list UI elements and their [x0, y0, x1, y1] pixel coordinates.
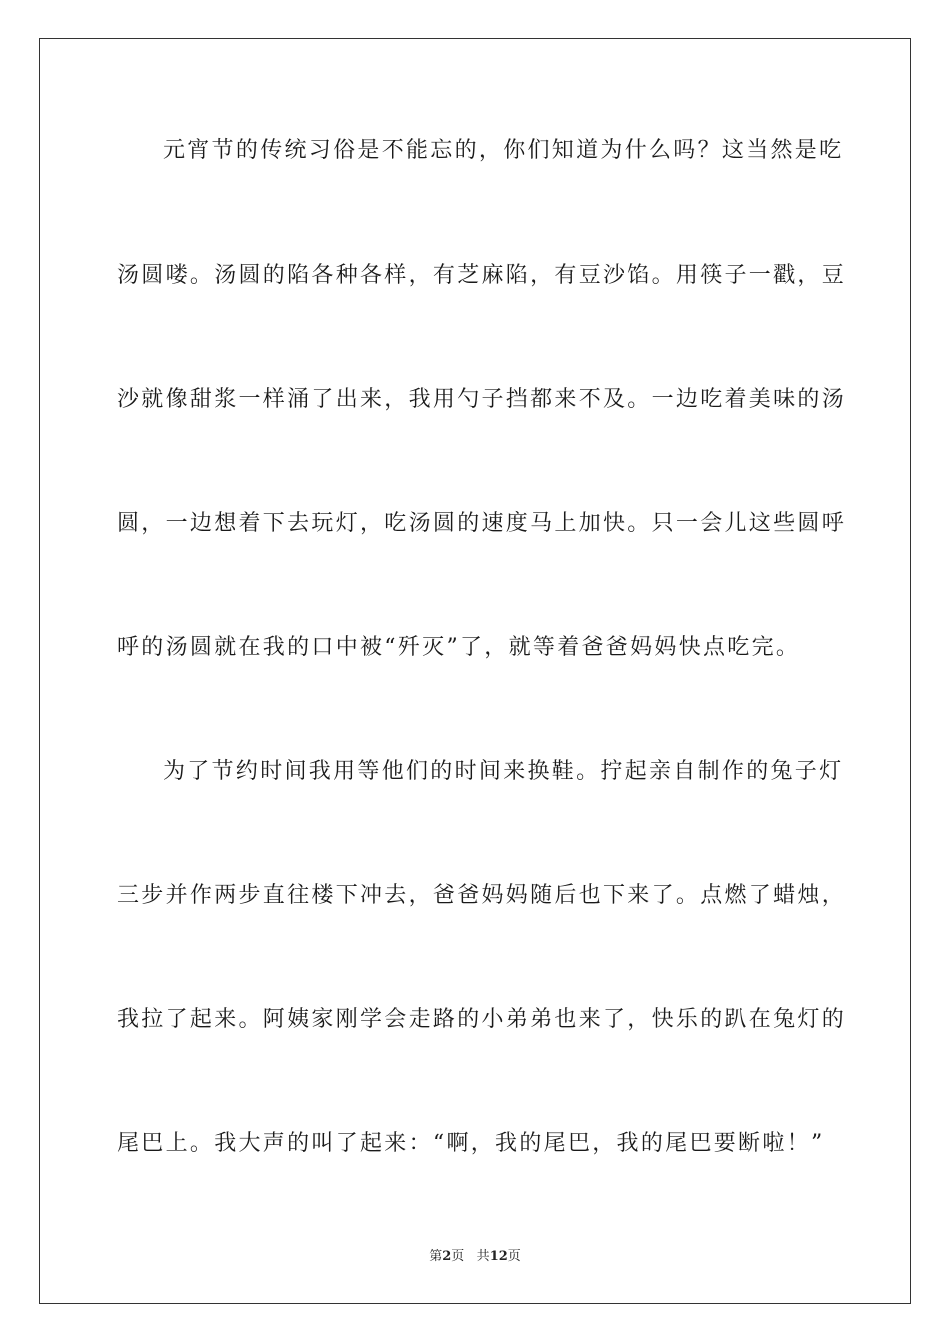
text-line: 汤圆喽。汤圆的陷各种各样，有芝麻陷，有豆沙馅。用筷子一戳，豆 [117, 263, 847, 288]
total-pages: 12 [489, 1249, 508, 1264]
page-prefix: 第 [429, 1249, 443, 1264]
text-line: 尾巴上。我大声的叫了起来：“啊，我的尾巴，我的尾巴要断啦！” [117, 1131, 825, 1156]
page-border [39, 38, 911, 1304]
total-prefix: 共 [476, 1249, 490, 1264]
page-number-label [429, 1249, 464, 1264]
text-line: 元宵节的传统习俗是不能忘的，你们知道为什么吗？这当然是吃 [163, 138, 844, 163]
text-line: 我拉了起来。阿姨家刚学会走路的小弟弟也来了，快乐的趴在兔灯的 [117, 1007, 847, 1032]
text-line: 圆，一边想着下去玩灯，吃汤圆的速度马上加快。只一会儿这些圆呼 [117, 511, 847, 536]
page-footer [0, 1249, 950, 1265]
total-pages-label [477, 1249, 521, 1264]
text-line: 沙就像甜浆一样涌了出来，我用勺子挡都来不及。一边吃着美味的汤 [117, 387, 847, 412]
text-line: 呼的汤圆就在我的口中被“歼灭”了，就等着爸爸妈妈快点吃完。 [117, 635, 801, 660]
text-line: 为了节约时间我用等他们的时间来换鞋。拧起亲自制作的兔子灯 [163, 759, 844, 784]
page-number: 2 [442, 1249, 452, 1264]
text-line: 三步并作两步直往楼下冲去，爸爸妈妈随后也下来了。点燃了蜡烛， [117, 883, 847, 908]
page-suffix: 页 [451, 1249, 465, 1264]
total-suffix: 页 [507, 1249, 521, 1264]
